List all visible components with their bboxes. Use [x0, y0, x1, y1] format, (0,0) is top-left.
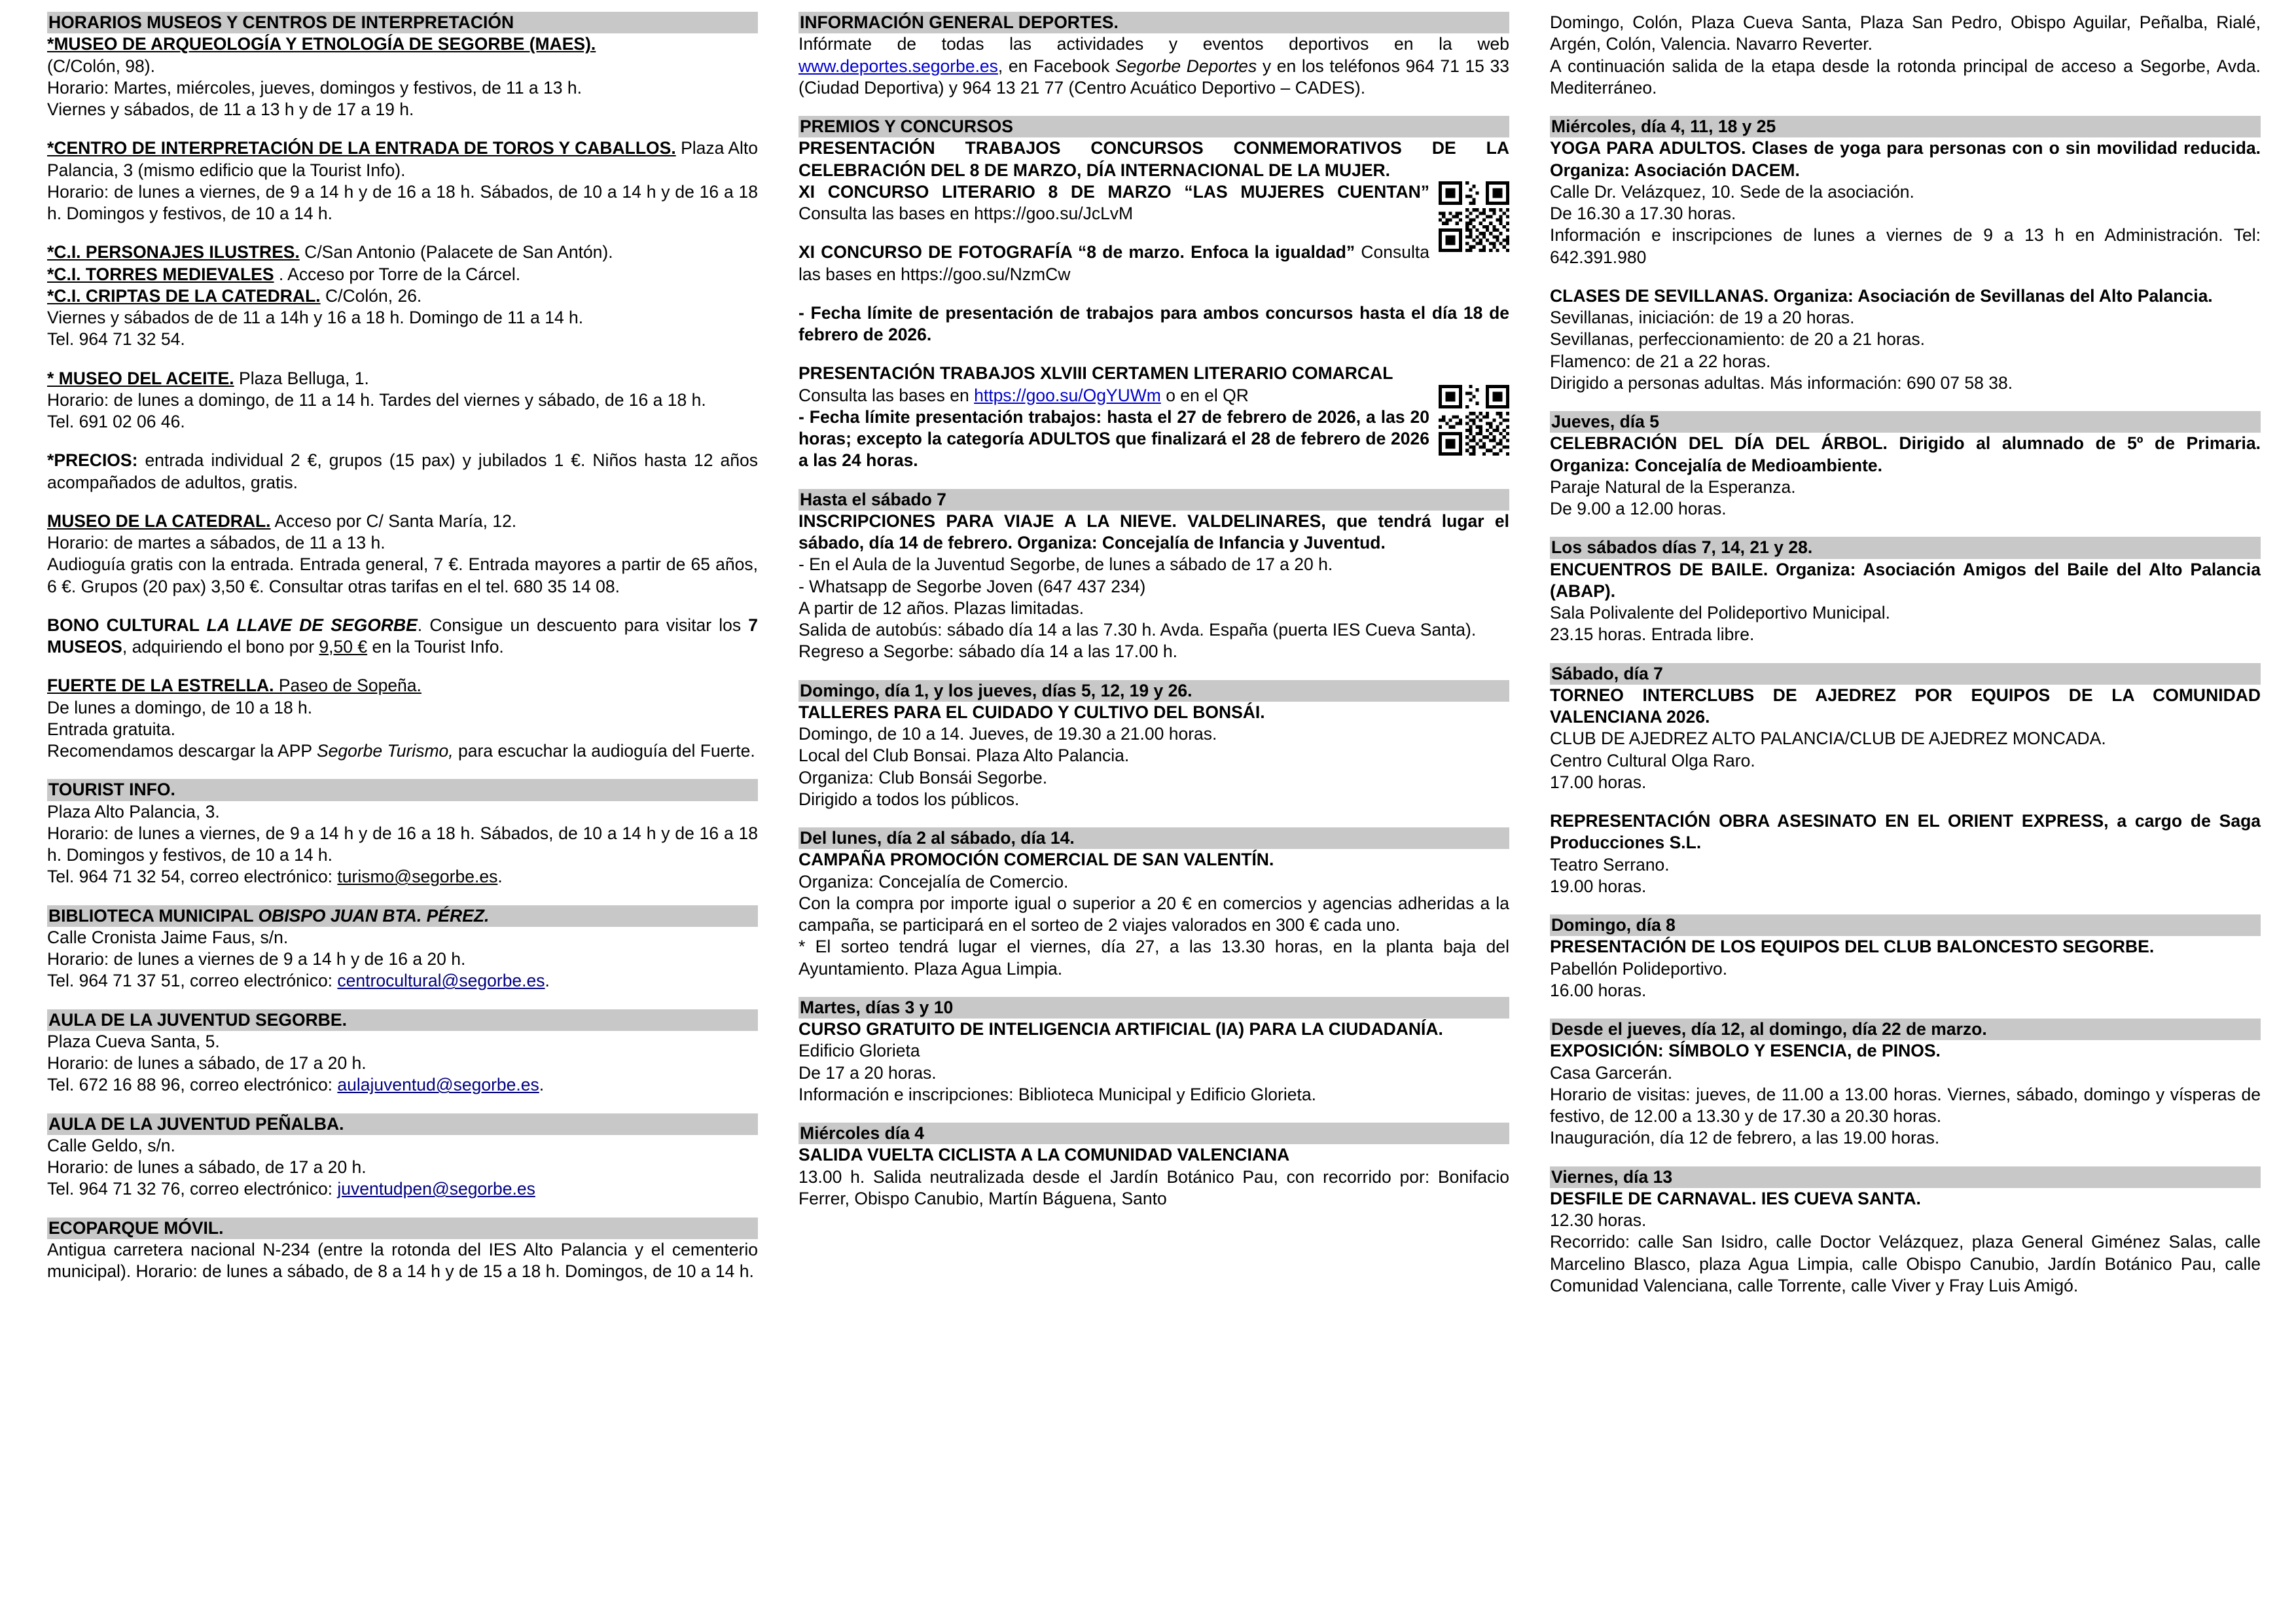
criptas-tel: Tel. 964 71 32 54. — [47, 329, 185, 350]
aula-penalba-email-link[interactable]: juventudpen@segorbe.es — [337, 1179, 535, 1199]
aula-segorbe-hours: Horario: de lunes a sábado, de 17 a 20 h. — [47, 1053, 367, 1073]
spacer — [1550, 1149, 2261, 1166]
precios-text: entrada individual 2 €, grupos (15 pax) y jubilados 1 €. Niños hasta 12 años acompañados de adultos, gratis. — [47, 450, 758, 492]
event-title: TALLERES PARA EL CUIDADO Y CULTIVO DEL BONSÁI. — [798, 702, 1265, 722]
concurso-fotografia-entry — [798, 242, 1509, 285]
biblioteca-contact — [47, 970, 758, 992]
aceite-tel: Tel. 691 02 06 46. — [47, 412, 185, 431]
event-detail-line: Organiza: Concejalía de Comercio. — [798, 871, 1069, 892]
section-header-ecoparque: ECOPARQUE MÓVIL. — [47, 1218, 758, 1239]
aceite-entry — [47, 368, 758, 389]
event-title: CAMPAÑA PROMOCIÓN COMERCIAL DE SAN VALENTÍN. — [798, 850, 1274, 870]
maes-hours-2: Viernes y sábados, de 11 a 13 h y de 17 a 19 h. — [47, 99, 414, 119]
certamen-title: PRESENTACIÓN TRABAJOS XLVIII CERTAMEN LITERARIO COMARCAL — [798, 363, 1393, 384]
spacer — [1550, 394, 2261, 411]
event-detail-line: Regreso a Segorbe: sábado día 14 a las 17.00 h. — [798, 641, 1178, 662]
section-header-deportes: INFORMACIÓN GENERAL DEPORTES. — [798, 12, 1509, 33]
event-title: EXPOSICIÓN: SÍMBOLO Y ESENCIA, de PINOS. — [1550, 1041, 1941, 1061]
spacer — [47, 888, 758, 905]
continuation-line: A continuación salida de la etapa desde la rotonda principal de acceso a Segorbe, Avda. Mediterráneo. — [1550, 56, 2261, 98]
section-header-horarios-museos: HORARIOS MUSEOS Y CENTROS DE INTERPRETACIÓN — [47, 12, 758, 33]
maes-address: (C/Colón, 98). — [47, 56, 155, 76]
event-detail-line: 23.15 horas. Entrada libre. — [1550, 624, 1755, 645]
event-detail-line: 13.00 h. Salida neutralizada desde el Jardín Botánico Pau, con recorrido por: Bonifacio Ferrer, Obispo Canubio, Martín Báguena, Santo — [798, 1166, 1509, 1208]
bono-price: 9,50 € — [319, 637, 368, 657]
bono-title-italic: LA LLAVE DE SEGORBE — [206, 615, 418, 635]
event-detail-line: 17.00 horas. — [1550, 772, 1647, 792]
aula-penalba-address: Calle Geldo, s/n. — [47, 1135, 175, 1155]
qr-code-icon-literario[interactable] — [1439, 181, 1509, 252]
event-title: CELEBRACIÓN DEL DÍA DEL ÁRBOL. Dirigido al alumnado de 5º de Primaria. Organiza: Concejalía de Medioambiente. — [1550, 433, 2261, 475]
event-detail-line: Con la compra por importe igual o superior a 20 € en comercios y agencias adheridas a la campaña, se participará en el sorteo de 2 viajes valorados en 300 € cada uno. — [798, 893, 1509, 935]
event-detail-line: Información e inscripciones de lunes a viernes de 9 a 13 h en Administración. Tel: 642.391.980 — [1550, 225, 2261, 267]
event-detail-line: 12.30 horas. — [1550, 1210, 1647, 1230]
toros-address: Plaza Alto Palancia, 3 (mismo edificio que la Tourist Info). — [47, 138, 758, 180]
section-header-premios: PREMIOS Y CONCURSOS — [798, 116, 1509, 137]
torres-title: *C.I. TORRES MEDIEVALES — [47, 264, 274, 284]
spacer — [47, 598, 758, 615]
vuelta-ciclista-continuation — [1550, 12, 2261, 99]
ilustres-entry — [47, 242, 758, 263]
bono-text-3: en la Tourist Info. — [367, 637, 504, 657]
deportes-text-2: , en Facebook — [997, 56, 1115, 76]
spacer — [47, 225, 758, 242]
deportes-website-link[interactable]: www.deportes.segorbe.es — [798, 56, 998, 76]
aula-segorbe-period: . — [539, 1075, 545, 1095]
maes-hours-1: Horario: Martes, miércoles, jueves, domingos y festivos, de 11 a 13 h. — [47, 77, 582, 98]
fuerte-app-post: para escuchar la audioguía del Fuerte. — [453, 741, 755, 761]
spacer — [798, 980, 1509, 997]
event-detail-line: 19.00 horas. — [1550, 876, 1647, 896]
fuerte-app-name: Segorbe Turismo, — [316, 741, 454, 761]
precios-entry — [47, 450, 758, 494]
spacer — [47, 992, 758, 1009]
spacer — [798, 346, 1509, 363]
event-detail-line: De 17 a 20 horas. — [798, 1062, 937, 1083]
continuation-line: Domingo, Colón, Plaza Cueva Santa, Plaza San Pedro, Obispo Aguilar, Peñalba, Rialé, Argén, Colón, Valencia. Navarro Reverter. — [1550, 12, 2261, 54]
concurso-literario-title: XI CONCURSO LITERARIO 8 DE MARZO “LAS MUJERES CUENTAN” — [798, 181, 1429, 202]
event-title: REPRESENTACIÓN OBRA ASESINATO EN EL ORIENT EXPRESS, a cargo de Saga Producciones S.L. — [1550, 811, 2261, 853]
event-detail-line: Dirigido a todos los públicos. — [798, 789, 1020, 809]
event-detail-line: Edificio Glorieta — [798, 1041, 920, 1061]
event-detail-line: Pabellón Polideportivo. — [1550, 958, 1728, 979]
deportes-text-3: y en los teléfonos 964 71 15 33 (Ciudad Deportiva) y 964 13 21 77 (Centro Acuático Deportivo – CADES). — [798, 56, 1509, 98]
event-date-bar: Jueves, día 5 — [1550, 411, 2261, 433]
tourist-info-address: Plaza Alto Palancia, 3. — [47, 801, 220, 821]
event-detail-line: CLUB DE AJEDREZ ALTO PALANCIA/CLUB DE AJEDREZ MONCADA. — [1550, 729, 2106, 749]
deportes-info — [798, 33, 1509, 99]
spacer — [798, 285, 1509, 302]
biblioteca-period: . — [545, 971, 550, 991]
bono-cultural-entry — [47, 615, 758, 659]
event-detail-line: Paraje Natural de la Esperanza. — [1550, 477, 1796, 497]
event-title: YOGA PARA ADULTOS. Clases de yoga para personas con o sin movilidad reducida. Organiza: Asociación DACEM. — [1550, 138, 2261, 180]
fuerte-entrada: Entrada gratuita. — [47, 719, 175, 739]
event-date-bar: Viernes, día 13 — [1550, 1166, 2261, 1188]
tourist-info-contact — [47, 866, 758, 888]
deportes-facebook-name: Segorbe Deportes — [1115, 56, 1257, 76]
catedral-hours: Horario: de martes a sábados, de 11 a 13 h. — [47, 533, 386, 552]
event-date-bar: Del lunes, día 2 al sábado, día 14. — [798, 827, 1509, 849]
ecoparque-info: Antigua carretera nacional N-234 (entre la rotonda del IES Alto Palancia y el cementerio municipal). Horario: de lunes a sábado, de 8 a 14 h y de 15 a 18 h. Domingos, de 10 a 14 h. — [47, 1239, 758, 1281]
fuerte-title: FUERTE DE LA ESTRELLA. — [47, 676, 274, 696]
spacer — [47, 1096, 758, 1113]
criptas-title: *C.I. CRIPTAS DE LA CATEDRAL. — [47, 285, 321, 306]
spacer — [1550, 268, 2261, 285]
bono-text-2: , adquiriendo el bono por — [122, 637, 319, 657]
concurso-literario-entry — [798, 181, 1509, 225]
concurso-fotografia-title: XI CONCURSO DE FOTOGRAFÍA “8 de marzo. Enfoca la igualdad” — [798, 242, 1355, 262]
aula-penalba-contact — [47, 1178, 758, 1200]
event-date-bar: Miércoles, día 4, 11, 18 y 25 — [1550, 116, 2261, 137]
spacer — [798, 810, 1509, 827]
aula-penalba-hours: Horario: de lunes a sábado, de 17 a 20 h. — [47, 1157, 367, 1177]
concursos-fecha-limite: - Fecha límite de presentación de trabajos para ambos concursos hasta el día 18 de febrero de 2026. — [798, 302, 1509, 344]
spacer — [1550, 793, 2261, 810]
certamen-bases-link[interactable]: https://goo.su/OgYUWm — [974, 385, 1161, 405]
criptas-address: C/Colón, 26. — [320, 285, 422, 306]
event-detail-line: * El sorteo tendrá lugar el viernes, día 27, a las 13.30 horas, en la planta baja del Ayuntamiento. Plaza Agua Limpia. — [798, 937, 1509, 979]
event-detail-line: Domingo, de 10 a 14. Jueves, de 19.30 a 21.00 horas. — [798, 724, 1217, 744]
biblioteca-hours: Horario: de lunes a viernes de 9 a 14 h y de 16 a 20 h. — [47, 949, 466, 969]
toros-hours: Horario: de lunes a viernes, de 9 a 14 h y de 16 a 18 h. Sábados, de 10 a 14 h y de 16 a 18 h. Domingos y festivos, de 10 a 14 h. — [47, 181, 758, 223]
spacer — [47, 433, 758, 450]
events-list-column2 — [798, 489, 1509, 1210]
event-detail-line: Salida de autobús: sábado día 14 a las 7.30 h. Avda. España (puerta IES Cueva Santa). — [798, 620, 1477, 640]
event-detail-line: 16.00 horas. — [1550, 980, 1647, 1000]
concurso-fotografia-bases: Consulta las bases en https://goo.su/NzmCw — [798, 242, 1429, 284]
certamen-bases-post: o en el QR — [1160, 385, 1249, 405]
column-middle — [798, 12, 1509, 1624]
biblioteca-tel: Tel. 964 71 37 51, correo electrónico: — [47, 971, 338, 991]
tourist-info-hours: Horario: de lunes a viernes, de 9 a 14 h y de 16 a 18 h. Sábados, de 10 a 14 h y de 16 a 18 h. Domingos y festivos, de 10 a 14 h. — [47, 823, 758, 865]
qr-code-icon-certamen[interactable] — [1439, 385, 1509, 456]
event-detail-line: A partir de 12 años. Plazas limitadas. — [798, 598, 1085, 618]
event-detail-line: Sala Polivalente del Polideportivo Municipal. — [1550, 603, 1890, 623]
column-left — [47, 12, 758, 1624]
spacer — [798, 663, 1509, 680]
event-date-bar: Domingo, día 1, y los jueves, días 5, 12, 19 y 26. — [798, 680, 1509, 702]
concurso-literario-bases: Consulta las bases en https://goo.su/JcLvM — [798, 204, 1134, 223]
aula-segorbe-tel: Tel. 672 16 88 96, correo electrónico: — [47, 1075, 338, 1095]
spacer — [1550, 897, 2261, 914]
fuerte-hours: De lunes a domingo, de 10 a 18 h. — [47, 697, 313, 717]
event-detail-line: Recorrido: calle San Isidro, calle Doctor Velázquez, plaza General Giménez Salas, calle Marcelino Blasco, plaza Agua Limpia, calle Obispo Canubio, Jardín Botánico Pau, calle Comunidad Valenciana, calle Torrente, calle Viver y Fray Luis Amigó. — [1550, 1232, 2261, 1295]
spacer — [1550, 99, 2261, 116]
torres-address: . Acceso por Torre de la Cárcel. — [274, 264, 521, 284]
event-title: SALIDA VUELTA CICLISTA A LA COMUNIDAD VALENCIANA — [798, 1145, 1290, 1165]
aceite-hours: Horario: de lunes a domingo, de 11 a 14 h. Tardes del viernes y sábado, de 16 a 18 h. — [47, 389, 706, 410]
biblioteca-address: Calle Cronista Jaime Faus, s/n. — [47, 927, 289, 947]
fuerte-app — [47, 740, 758, 762]
certamen-bases-line — [798, 385, 1509, 406]
event-detail-line: Inauguración, día 12 de febrero, a las 19.00 horas. — [1550, 1128, 1940, 1148]
section-header-biblioteca — [47, 905, 758, 927]
event-detail-line: De 9.00 a 12.00 horas. — [1550, 499, 1727, 518]
catedral-address: Acceso por C/ Santa María, 12. — [270, 511, 517, 531]
event-detail-line: Centro Cultural Olga Raro. — [1550, 750, 1755, 770]
aula-segorbe-email-link[interactable]: aulajuventud@segorbe.es — [337, 1075, 539, 1095]
event-title: CURSO GRATUITO DE INTELIGENCIA ARTIFICIAL (IA) PARA LA CIUDADANÍA. — [798, 1019, 1443, 1039]
catedral-title: MUSEO DE LA CATEDRAL. — [47, 511, 271, 531]
maes-title: *MUSEO DE ARQUEOLOGÍA Y ETNOLOGÍA DE SEGORBE (MAES). — [47, 34, 596, 54]
bono-text-1: . Consigue un descuento para visitar los — [417, 615, 749, 635]
deportes-text-1: Infórmate de todas las actividades y eventos deportivos en la web — [798, 34, 1509, 54]
aceite-address: Plaza Belluga, 1. — [234, 368, 369, 388]
spacer — [1550, 520, 2261, 537]
event-detail-line: Dirigido a personas adultas. Más información: 690 07 58 38. — [1550, 372, 2013, 393]
event-title: DESFILE DE CARNAVAL. IES CUEVA SANTA. — [1550, 1188, 1921, 1208]
tourist-info-email-link[interactable]: turismo@segorbe.es — [337, 867, 498, 887]
event-detail-line: - En el Aula de la Juventud Segorbe, de lunes a sábado de 17 a 20 h. — [798, 554, 1333, 575]
event-detail-line: - Whatsapp de Segorbe Joven (647 437 234) — [798, 576, 1146, 596]
spacer — [47, 120, 758, 137]
event-title: CLASES DE SEVILLANAS. Organiza: Asociación de Sevillanas del Alto Palancia. — [1550, 285, 2213, 306]
event-title: ENCUENTROS DE BAILE. Organiza: Asociación Amigos del Baile del Alto Palancia (ABAP). — [1550, 559, 2261, 601]
spacer — [798, 472, 1509, 489]
event-title: INSCRIPCIONES PARA VIAJE A LA NIEVE. VALDELINARES, que tendrá lugar el sábado, día 14 de febrero. Organiza: Concejalía de Infancia y Juventud. — [798, 511, 1509, 552]
torres-entry — [47, 264, 758, 285]
column-right — [1550, 12, 2261, 1624]
certamen-fecha-limite: - Fecha límite presentación trabajos: hasta el 27 de febrero de 2026, a las 20 horas; excepto la categoría ADULTOS que finalizará el 28 de febrero de 2026 a las 24 horas. — [798, 406, 1429, 471]
spacer — [798, 1106, 1509, 1123]
spacer — [47, 762, 758, 779]
event-date-bar: Sábado, día 7 — [1550, 663, 2261, 685]
maes-entry — [47, 33, 758, 55]
event-date-bar: Desde el jueves, día 12, al domingo, día 22 de marzo. — [1550, 1019, 2261, 1040]
event-detail-line: Teatro Serrano. — [1550, 854, 1670, 875]
event-detail-line: Información e inscripciones: Biblioteca Municipal y Edificio Glorieta. — [798, 1084, 1316, 1104]
event-detail-line: Horario de visitas: jueves, de 11.00 a 13.00 horas. Viernes, sábado, domingo y vísperas de festivo, de 12.00 a 13.30 y de 17.30 a 20.30 horas. — [1550, 1084, 2261, 1126]
section-header-tourist-info: TOURIST INFO. — [47, 779, 758, 801]
bono-title: BONO CULTURAL — [47, 615, 207, 635]
premios-title: PRESENTACIÓN TRABAJOS CONCURSOS CONMEMORATIVOS DE LA CELEBRACIÓN DEL 8 DE MARZO, DÍA INTERNACIONAL DE LA MUJER. — [798, 138, 1509, 180]
event-title: PRESENTACIÓN DE LOS EQUIPOS DEL CLUB BALONCESTO SEGORBE. — [1550, 937, 2155, 957]
fuerte-address: Paseo de Sopeña. — [274, 676, 422, 696]
toros-title: *CENTRO DE INTERPRETACIÓN DE LA ENTRADA DE TOROS Y CABALLOS. — [47, 138, 676, 158]
aula-segorbe-contact — [47, 1074, 758, 1096]
spacer — [47, 1200, 758, 1218]
section-header-aula-segorbe: AULA DE LA JUVENTUD SEGORBE. — [47, 1009, 758, 1031]
certamen-bases-pre: Consulta las bases en — [798, 385, 975, 405]
bono-museos-count: 7 MUSEOS — [47, 615, 759, 657]
tourist-info-tel: Tel. 964 71 32 54, correo electrónico: — [47, 867, 338, 887]
spacer — [1550, 646, 2261, 663]
spacer — [47, 658, 758, 675]
event-detail-line: Casa Garcerán. — [1550, 1062, 1673, 1083]
criptas-entry — [47, 285, 758, 307]
event-detail-line: Organiza: Club Bonsái Segorbe. — [798, 767, 1048, 787]
ilustres-title: *C.I. PERSONAJES ILUSTRES. — [47, 242, 300, 262]
spacer — [1550, 1001, 2261, 1019]
event-date-bar: Los sábados días 7, 14, 21 y 28. — [1550, 537, 2261, 558]
spacer — [47, 494, 758, 511]
event-detail-line: De 16.30 a 17.30 horas. — [1550, 204, 1736, 223]
event-date-bar: Martes, días 3 y 10 — [798, 997, 1509, 1019]
ilustres-address: C/San Antonio (Palacete de San Antón). — [299, 242, 613, 262]
event-detail-line: Sevillanas, perfeccionamiento: de 20 a 21 horas. — [1550, 329, 1926, 350]
aula-penalba-tel: Tel. 964 71 32 76, correo electrónico: — [47, 1179, 338, 1199]
spacer — [47, 351, 758, 368]
section-header-aula-penalba: AULA DE LA JUVENTUD PEÑALBA. — [47, 1113, 758, 1135]
spacer — [798, 99, 1509, 116]
biblioteca-header-name: OBISPO JUAN BTA. PÉREZ. — [258, 905, 490, 926]
event-detail-line: Sevillanas, iniciación: de 19 a 20 horas. — [1550, 308, 1855, 327]
aceite-title: * MUSEO DEL ACEITE. — [47, 368, 234, 388]
event-detail-line: Calle Dr. Velázquez, 10. Sede de la asociación. — [1550, 181, 1914, 202]
toros-entry — [47, 137, 758, 181]
event-date-bar: Hasta el sábado 7 — [798, 489, 1509, 511]
event-detail-line: Local del Club Bonsai. Plaza Alto Palancia. — [798, 746, 1130, 766]
tourist-info-period: . — [497, 867, 503, 887]
aula-segorbe-address: Plaza Cueva Santa, 5. — [47, 1031, 220, 1051]
events-list-column3 — [1550, 116, 2261, 1297]
fuerte-entry — [47, 675, 758, 696]
event-date-bar: Domingo, día 8 — [1550, 914, 2261, 936]
spacer — [798, 225, 1509, 242]
biblioteca-email-link[interactable]: centrocultural@segorbe.es — [337, 971, 545, 991]
event-title: TORNEO INTERCLUBS DE AJEDREZ POR EQUIPOS DE LA COMUNIDAD VALENCIANA 2026. — [1550, 685, 2261, 727]
catedral-entry — [47, 511, 758, 532]
event-date-bar: Miércoles día 4 — [798, 1123, 1509, 1144]
precios-label: *PRECIOS: — [47, 450, 138, 471]
fuerte-app-pre: Recomendamos descargar la APP — [47, 741, 317, 761]
event-detail-line: Flamenco: de 21 a 22 horas. — [1550, 351, 1771, 371]
biblioteca-header-text: BIBLIOTECA MUNICIPAL — [48, 905, 259, 926]
certamen-block — [798, 385, 1509, 472]
concurso-literario-block — [798, 181, 1509, 346]
catedral-prices: Audioguía gratis con la entrada. Entrada general, 7 €. Entrada mayores a partir de 65 años, 6 €. Grupos (20 pax) 3,50 €. Consultar otras tarifas en el tel. 680 35 14 08. — [47, 554, 758, 596]
criptas-hours: Viernes y sábados de de 11 a 14h y 16 a 18 h. Domingo de 11 a 14 h. — [47, 308, 584, 327]
